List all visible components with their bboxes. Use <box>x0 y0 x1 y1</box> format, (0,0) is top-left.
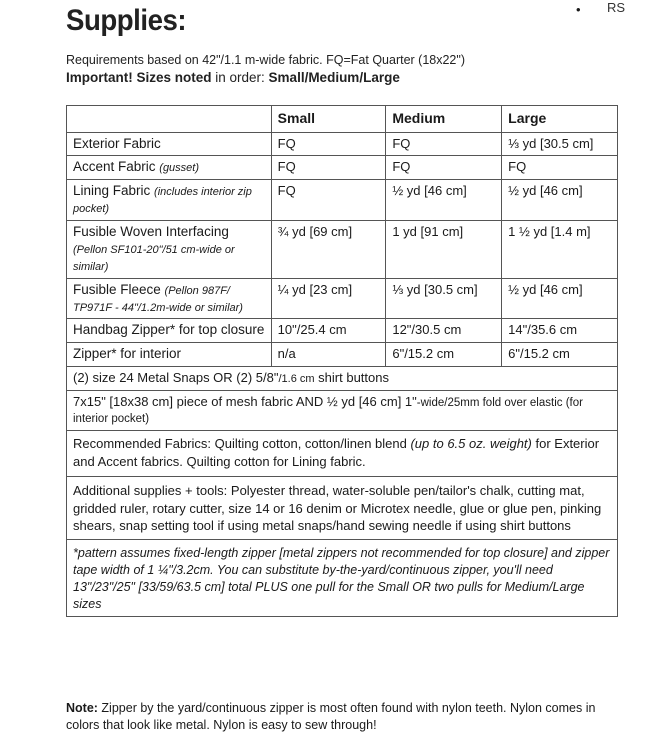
fabrics-usage: for Exterior and Accent fabrics. Quilting cotton for Lining fabric. <box>73 435 600 470</box>
cell-medium: ½ yd [46 cm] <box>386 180 502 221</box>
cell-large: ⅓ yd [30.5 cm] <box>502 132 618 156</box>
mesh-elastic: -wide/25mm fold over elastic (for interior pocket) <box>73 396 583 426</box>
row-label-text: Zipper* for interior <box>73 346 182 362</box>
cell-medium: 12"/30.5 cm <box>386 319 502 343</box>
column-header-medium: Medium <box>386 106 502 133</box>
cell-large: 14"/35.6 cm <box>502 319 618 343</box>
corner-text: RS <box>607 0 626 15</box>
mesh-text: 7x15" [18x38 cm] piece of mesh fabric AND ½ yd [46 cm] 1" <box>73 393 417 409</box>
snaps-text: (2) size 24 Metal Snaps OR (2) 5/8" <box>73 370 279 386</box>
row-label-text: Handbag Zipper* for top closure <box>73 322 265 338</box>
footnote-row <box>67 539 618 617</box>
row-label-text: Fusible Woven Interfacing <box>73 224 229 239</box>
snaps-buttons: shirt buttons <box>314 370 389 386</box>
cell-small: 10"/25.4 cm <box>271 319 386 343</box>
column-header-blank <box>67 106 272 133</box>
zipper-note-label: Note: <box>66 701 98 715</box>
row-label <box>67 156 272 180</box>
table-row <box>67 278 618 319</box>
table-row <box>67 156 618 180</box>
row-label <box>67 319 272 343</box>
row-label-text: Exterior Fabric <box>73 135 161 151</box>
sizes-note <box>66 70 400 85</box>
fabrics-text: Recommended Fabrics: Quilting cotton, cotton/linen blend <box>73 435 411 451</box>
sizes-note-mid: in order: <box>211 70 269 85</box>
row-label-text: Accent Fabric <box>73 159 160 175</box>
zipper-note <box>66 700 626 734</box>
table-row <box>67 132 618 156</box>
tools-row <box>67 477 618 540</box>
table-header-row <box>67 106 618 133</box>
supplies-table <box>66 105 618 617</box>
cell-large: FQ <box>502 156 618 180</box>
table-row <box>67 319 618 343</box>
cell-large: 6"/15.2 cm <box>502 343 618 367</box>
column-header-small: Small <box>271 106 386 133</box>
zipper-note-text: Zipper by the yard/continuous zipper is most often found with nylon teeth. Nylon comes in colors that look like metal. Nylon is easy to sew through! <box>66 701 596 732</box>
row-label <box>67 132 272 156</box>
table-row <box>67 221 618 279</box>
snaps-cell <box>67 367 618 391</box>
cell-medium: ⅓ yd [30.5 cm] <box>386 278 502 319</box>
zipper-footnote: *pattern assumes fixed-length zipper [metal zippers not recommended for top closure] and zipper tape width of 1 ¼"/3.2cm. You can substitute by-the-yard/continuous zipper, you'll need 13"/23"/25" [33/59/63.5 cm] total PLUS one pull for the Small OR two pulls for Medium/Large sizes <box>67 539 618 617</box>
row-label-sub: (includes interior zip pocket) <box>73 186 252 216</box>
tools-cell: Additional supplies + tools: Polyester thread, water-soluble pen/tailor's chalk, cutting mat, gridded ruler, rotary cutter, size 14 or 16 denim or Microtex needle, glue or glue pen, pinking shears, snap setting tool if using metal snaps/hand sewing needle if using shirt buttons <box>67 477 618 540</box>
table-row <box>67 343 618 367</box>
row-label <box>67 343 272 367</box>
fabrics-cell <box>67 430 618 477</box>
sizes-note-important: Important! Sizes noted <box>66 70 212 85</box>
cell-medium: FQ <box>386 132 502 156</box>
fabrics-row <box>67 430 618 477</box>
row-label-sub: (Pellon 987F/ TP971F - 44"/1.2m-wide or similar) <box>73 284 243 314</box>
cell-large: 1 ½ yd [1.4 m] <box>502 221 618 279</box>
bullet-mark: • <box>576 2 581 17</box>
cell-medium: 1 yd [91 cm] <box>386 221 502 279</box>
mesh-row <box>67 390 618 430</box>
row-label-sub: (Pellon SF101-20"/51 cm-wide or similar) <box>73 243 235 273</box>
row-label-text: Lining Fabric <box>73 183 155 199</box>
row-label-text: Fusible Fleece <box>73 281 165 297</box>
cell-large: ½ yd [46 cm] <box>502 278 618 319</box>
cell-medium: FQ <box>386 156 502 180</box>
row-label-sub: (gusset) <box>159 162 200 175</box>
cell-small: ¾ yd [69 cm] <box>271 221 386 279</box>
fabric-requirements-note: Requirements based on 42"/1.1 m-wide fabric. FQ=Fat Quarter (18x22") <box>66 53 465 67</box>
row-label <box>67 180 272 221</box>
column-header-large: Large <box>502 106 618 133</box>
row-label <box>67 278 272 319</box>
sizes-note-sizes: Small/Medium/Large <box>268 70 400 85</box>
fabrics-weight: (up to 6.5 oz. weight) <box>410 435 532 451</box>
snaps-row <box>67 367 618 391</box>
mesh-cell <box>67 390 618 430</box>
cell-small: n/a <box>271 343 386 367</box>
cell-small: FQ <box>271 132 386 156</box>
row-label <box>67 221 272 279</box>
cell-small: FQ <box>271 156 386 180</box>
cell-small: FQ <box>271 180 386 221</box>
cell-small: ¼ yd [23 cm] <box>271 278 386 319</box>
cell-medium: 6"/15.2 cm <box>386 343 502 367</box>
table-row <box>67 180 618 221</box>
page-title: Supplies: <box>66 4 187 37</box>
snaps-metric: /1.6 cm <box>278 373 315 386</box>
cell-large: ½ yd [46 cm] <box>502 180 618 221</box>
